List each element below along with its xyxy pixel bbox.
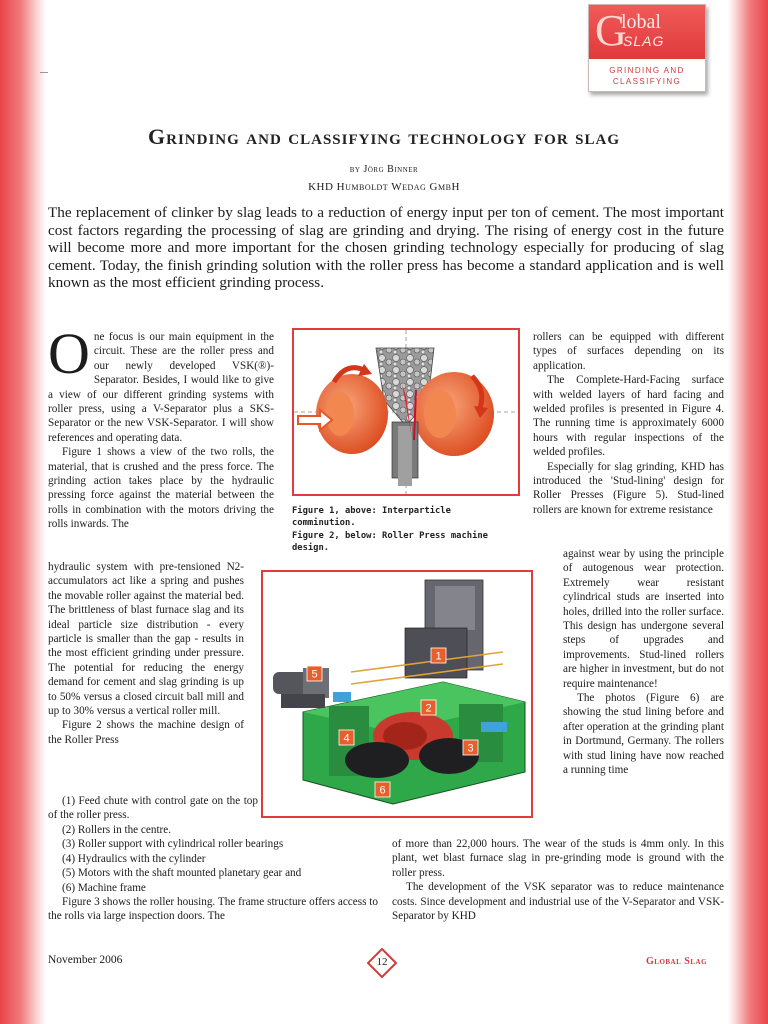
figure-2-roller-press-design <box>261 570 533 818</box>
list-item-6: (6) Machine frame <box>62 881 146 894</box>
page-number: 12 <box>376 956 388 968</box>
column-1-top <box>48 321 274 532</box>
paragraph-hydraulics: hydraulic system with pre-tensioned N2-accumulators act like a spring and pushes the movable roller against the material bed. The brittleness of blast furnace slag and its ideal particle size distribution - every particle is smaller than the gap - results in the most efficient grinding under pressure. The potential for reducing the energy demand for cement and slag grinding is up to 50% versus a closed circuit ball mill and up to 30% versus a vertical roller mill. <box>48 561 244 718</box>
figure-2-illustration <box>263 572 531 816</box>
paragraph-figure6: The photos (Figure 6) are showing the stud lining before and after operation at the grinding plant in Dortmund, Germany. The rollers with stud lining have now reached a running time <box>563 692 724 777</box>
column-1-narrow <box>48 560 244 747</box>
callout-3: 3 <box>467 742 474 755</box>
logo-word-lobal: lobal <box>621 11 661 33</box>
callout-1: 1 <box>435 650 442 663</box>
article-company: KHD Humboldt Wedag GmbH <box>308 181 460 193</box>
callout-5: 5 <box>311 668 318 681</box>
column-3-narrow <box>563 547 724 778</box>
logo-red-band <box>589 5 705 59</box>
list-item-1: (1) Feed chute with control gate on the top of the roller press. <box>48 795 258 822</box>
column-2-bottom <box>392 837 724 923</box>
paragraph-intro <box>48 321 274 445</box>
paragraph-hard-facing: The Complete-Hard-Facing surface with welded layers of hard facing and welded profiles is presented in Figure 4. The running time is approximately 6000 hours with regular inspections of the welded profiles. <box>533 374 724 459</box>
figure-captions <box>292 506 518 556</box>
paragraph-intro-text: ne focus is our main equipment in the circuit. These are the roller press and our newly developed VSK(®)-Separator. Besides, I would like to give a view of our different grinding systems with roller press, using a V-Separator plus a SKS-Separator or the new VSK-Separator. I will show references and operating data. <box>48 331 274 444</box>
list-item-4: (4) Hydraulics with the cylinder <box>62 852 206 865</box>
margin-mark <box>40 72 48 73</box>
figure-1-interparticle-comminution <box>292 328 520 496</box>
figure-1-caption: Figure 1, above: Interparticle comminution. <box>292 506 451 528</box>
paragraph-figure3: Figure 3 shows the roller housing. The frame structure offers access to the rolls via large inspection doors. The <box>48 896 378 923</box>
article-byline: by Jörg Binner <box>349 164 419 175</box>
paragraph-figure2-intro: Figure 2 shows the machine design of the Roller Press <box>48 719 244 746</box>
paragraph-stud-lining-cont: against wear by using the principle of autogenous wear protection. Extremely wear resistant cylindrical studs are inserted into holes, drilled into the roller surface. This design has undergone several steps of upgrades and improvements. Stud-lined rollers are higher in investment, but do not require maintenance! <box>563 548 724 690</box>
logo-section-line2: CLASSIFYING <box>612 77 682 86</box>
paragraph-figure1: Figure 1 shows a view of the two rolls, the material, that is crushed and the press force. The grinding action takes place by the hydraulic pressing force against the material between the rolls in combination with the motors driving the rolls inwards. The <box>48 446 274 531</box>
left-page-edge <box>0 0 46 1024</box>
article-lede: The replacement of clinker by slag leads to a reduction of energy input per ton of cement. The most important cost factors regarding the processing of slag are grinding and drying. The rising of energy cost in the future will become more and more important for the chosen grinding technology especially for producing of slag cement. Today, the finish grinding solution with the roller press has become a standard application and is well known as the most efficient grinding process. <box>48 204 724 291</box>
callout-4: 4 <box>343 732 350 745</box>
parts-list <box>48 823 378 924</box>
drop-cap: O <box>48 321 90 386</box>
footer-brand: Global Slag <box>646 956 708 967</box>
paragraph-vsk-development: The development of the VSK separator was to reduce maintenance costs. Since development and industrial use of the V-Separator and VSK-Separator by KHD <box>392 881 724 923</box>
paragraph-stud-lining: Especially for slag grinding, KHD has introduced the 'Stud-lining' design for Roller Presses (Figure 5). Stud-lined rollers are known for extreme resistance <box>533 460 724 516</box>
issue-date: November 2006 <box>48 954 123 966</box>
callout-6: 6 <box>379 784 386 797</box>
logo-section-label <box>589 65 705 87</box>
paragraph-roller-surfaces: rollers can be equipped with different types of surfaces depending on its application. <box>533 331 724 372</box>
figure-2-caption: Figure 2, below: Roller Press machine design. <box>292 531 488 553</box>
article-title: Grinding and classifying technology for slag <box>148 124 620 149</box>
logo-word-slag: SLAG <box>623 33 665 49</box>
right-page-edge <box>728 0 768 1024</box>
list-item-2: (2) Rollers in the centre. <box>62 824 172 836</box>
list-item-3: (3) Roller support with cylindrical roller bearings <box>62 838 284 851</box>
logo-section-line1: GRINDING AND <box>609 66 685 75</box>
callout-2: 2 <box>425 702 432 715</box>
paragraph-stud-wear: of more than 22,000 hours. The wear of the studs is 4mm only. In this plant, wet blast furnace slag in pre-grinding mode is ground with the roller press. <box>392 838 724 879</box>
figure-1-illustration <box>294 330 518 494</box>
logo-letter-g: G <box>595 6 627 55</box>
global-slag-logo <box>588 4 706 92</box>
list-item-5: (5) Motors with the shaft mounted planetary gear and <box>62 867 302 880</box>
column-3-top <box>533 330 724 517</box>
parts-list-top <box>48 794 258 823</box>
